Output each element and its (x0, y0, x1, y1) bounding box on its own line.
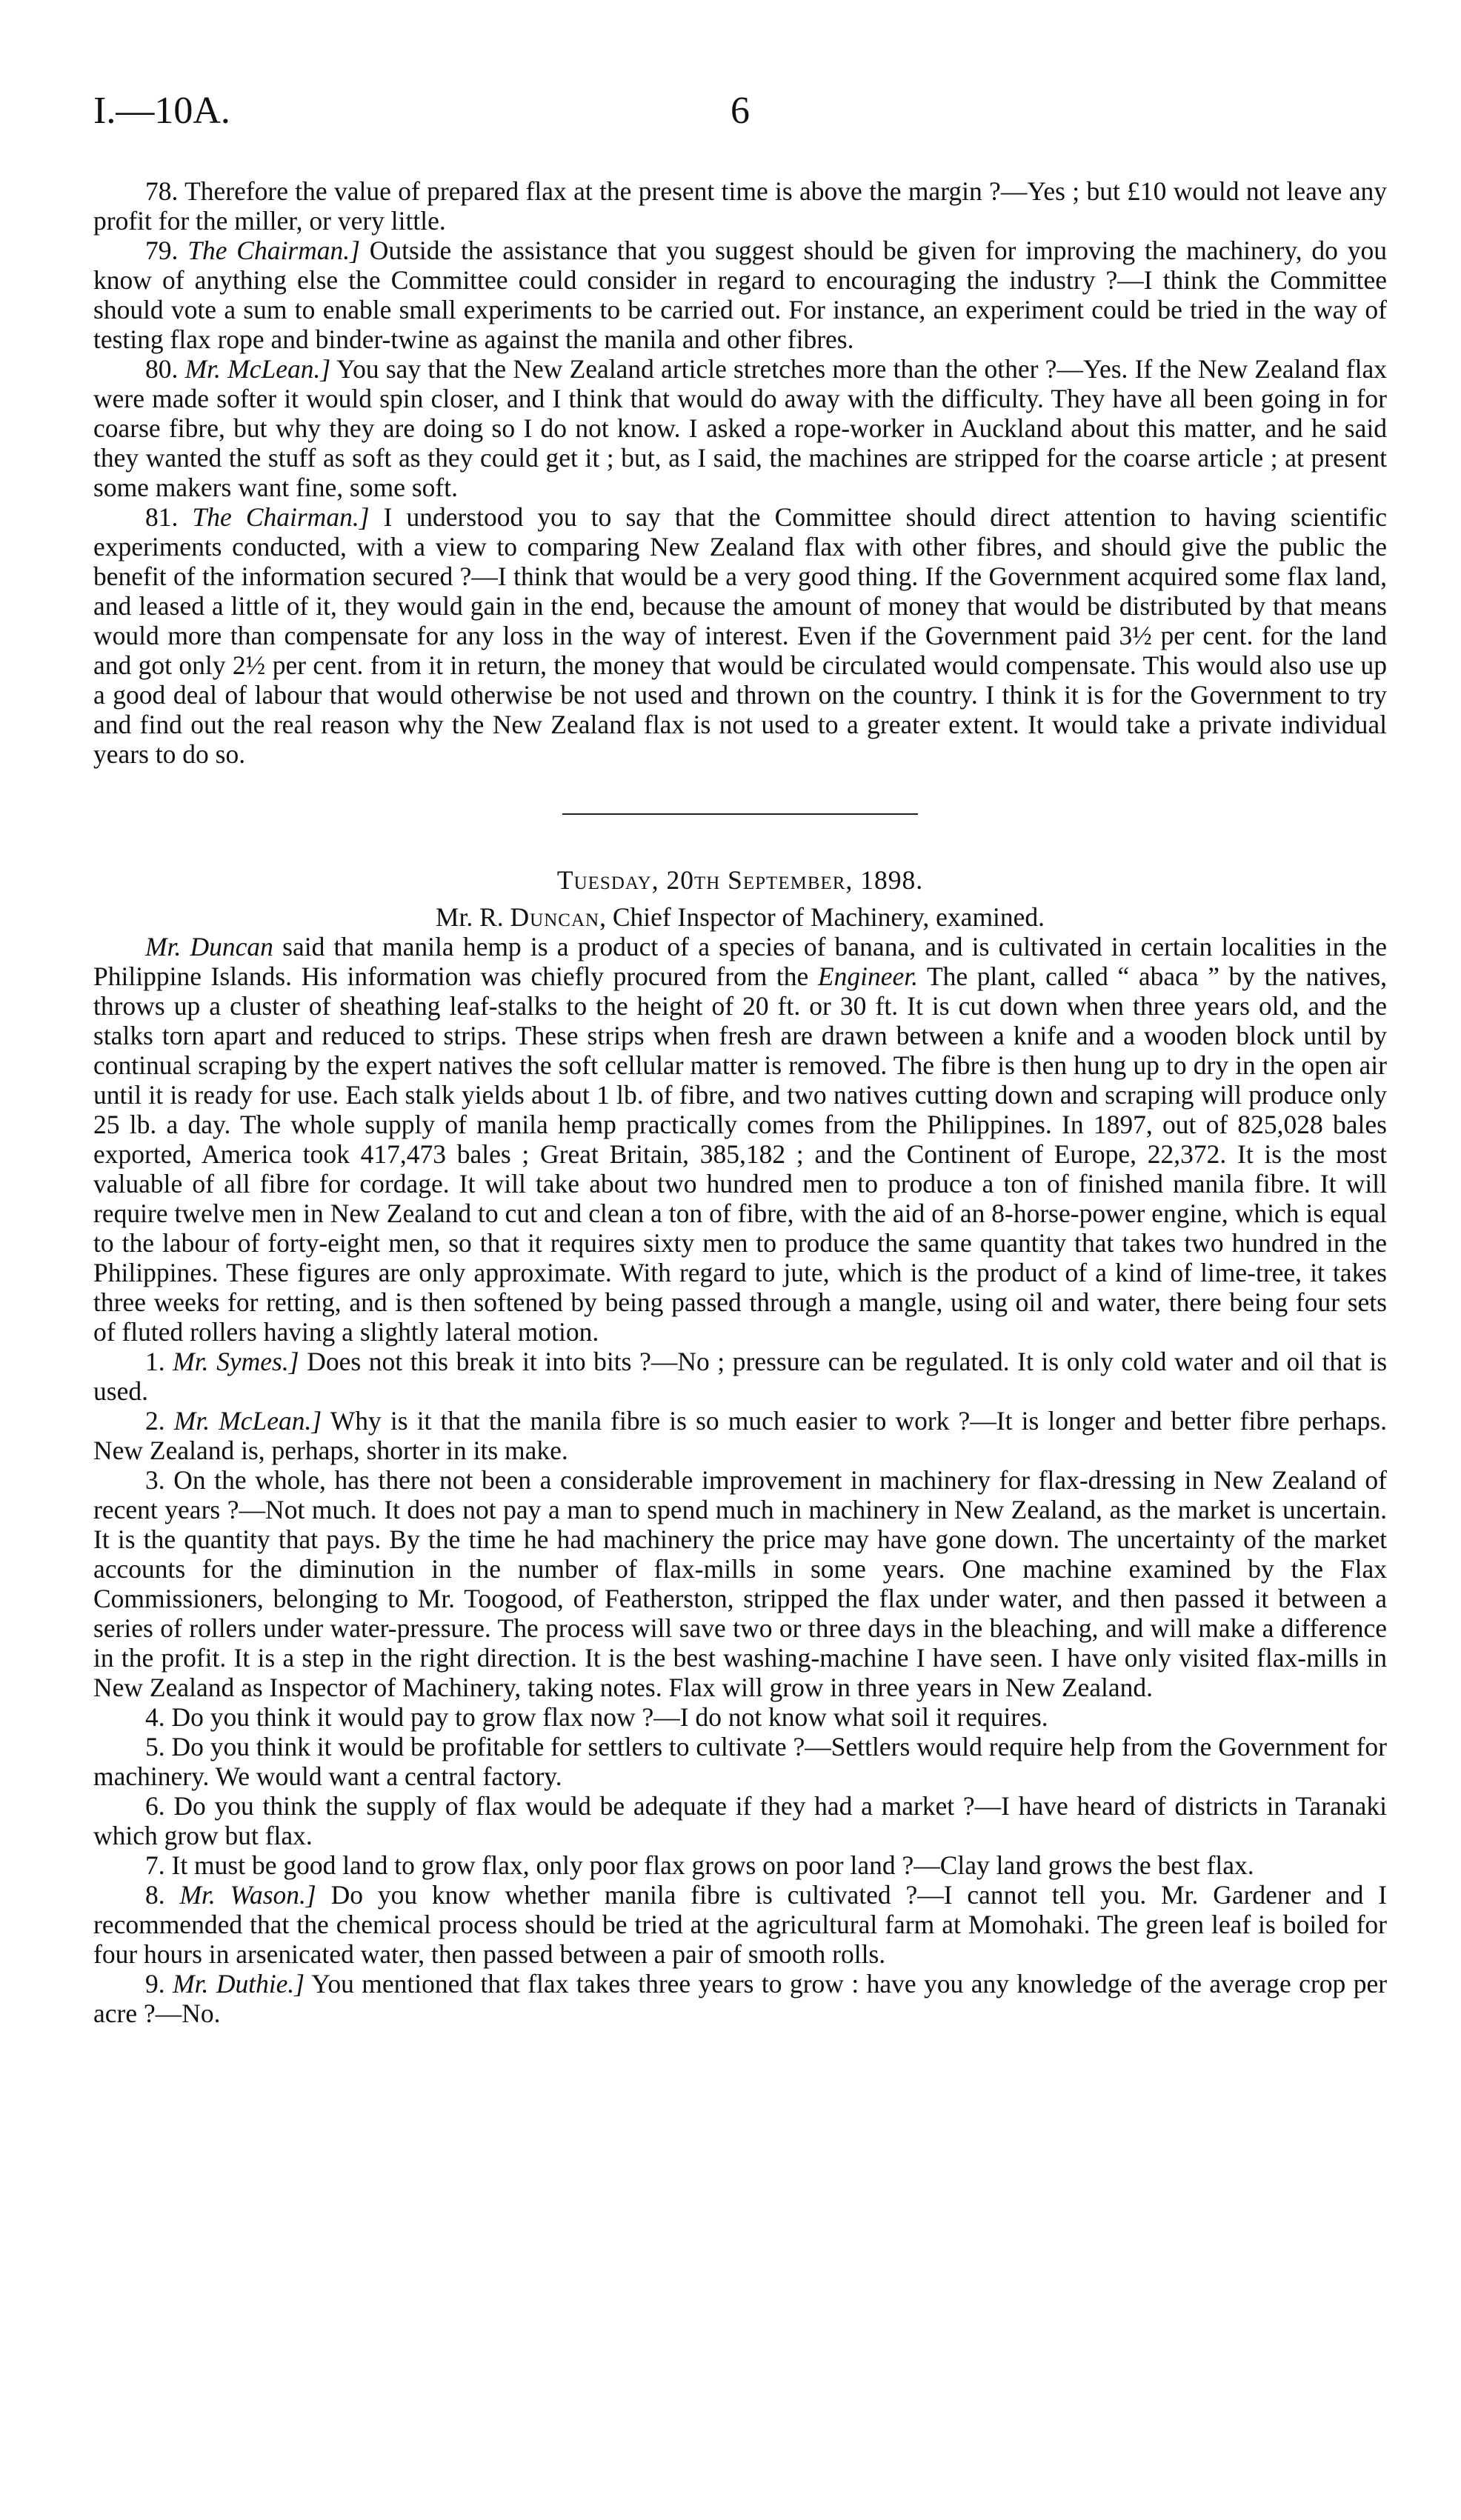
question-paragraph: 81. The Chairman.] I understood you to say that the Committee should direct attention to having scientific experiments conducted, with a view to comparing New Zealand flax with other fibres, and should give the public the benefit of the information secured ?—I think that would be a very good thing. If the Government acquired some flax land, and leased a little of it, they would gain in the end, because the amount of money that would be distributed by that means would more than compensate for any loss in the way of interest. Even if the Government paid 3½ per cent. for the land and got only 2½ per cent. from it in return, the money that would be circulated would compensate. This would also use up a good deal of labour that would otherwise be not used and thrown on the country. I think it is for the Government to try and find out the real reason why the New Zealand flax is not used to a greater extent. It would take a private individual years to do so. (93, 502, 1388, 769)
section-date: Tuesday, 20th September, 1898. (556, 865, 924, 895)
question-paragraph: 4. Do you think it would pay to grow flax now ?—I do not know what soil it requires. (145, 1702, 1048, 1732)
question-paragraph: 79. The Chairman.] Outside the assistance that you suggest should be given for improving the machinery, do you know of anything else the Committee could consider in regard to encouraging the industry ?—I think the Committee should vote a sum to enable small experiments to be carried out. For instance, an experiment could be tried in the way of testing flax rope and binder-twine as against the manila and other fibres. (93, 236, 1387, 354)
witness-heading: Mr. R. Duncan, Chief Inspector of Machinery, examined. (435, 902, 1045, 932)
question-paragraph: 80. Mr. McLean.] You say that the New Zealand article stretches more than the other ?—Yes. If the New Zealand flax were made softer it would spin closer, and I think that would do away with the difficulty. They have all been going in for coarse fibre, but why they are doing so I do not know. I asked a rope-worker in Auckland about this matter, and he said they wanted the stuff as soft as they could get it ; but, as I said, the machines are stripped for the coarse article ; at present some makers want fine, some soft. (93, 354, 1387, 502)
source-title: Engineer. (817, 961, 918, 991)
speaker: Mr. Duncan (145, 932, 273, 961)
evidence-block-2 (93, 1347, 1387, 2028)
question-paragraph: 3. On the whole, has there not been a considerable improvement in machinery for flax-dressing in New Zealand of recent years ?—Not much. It does not pay a man to spend much in machinery in New Zealand, as the market is uncertain. It is the quantity that pays. By the time he had machinery the price may have gone down. The uncertainty of the market accounts for the diminution in the number of flax-mills in some years. One machine examined by the Flax Commissioners, belonging to Mr. Toogood, of Featherston, stripped the flax under water, and then passed it between a series of rollers under water-pressure. The process will save two or three days in the bleaching, and will make a difference in the profit. It is a step in the right direction. It is the best washing-machine I have seen. I have only visited flax-mills in New Zealand as Inspector of Machinery, taking notes. Flax will grow in three years in New Zealand. (93, 1465, 1387, 1702)
body-text (93, 176, 1387, 2028)
witness-statement: Mr. Duncan said that manila hemp is a product of a species of banana, and is cultivated in certain localities in the Philippine Islands. His information was chiefly procured from the Engineer. The plant, called “ abaca ” by the natives, throws up a cluster of sheathing leaf-stalks to the height of 20 ft. or 30 ft. It is cut down when three years old, and the stalks torn apart and reduced to strips. These strips when fresh are drawn between a knife and a wooden block until by continual scraping by the expert natives the soft cellular matter is removed. The fibre is then hung up to dry in the open air until it is ready for use. Each stalk yields about 1 lb. of fibre, and two natives cutting down and scraping will produce only 25 lb. a day. The whole supply of manila hemp practically comes from the Philippines. In 1897, out of 825,028 bales exported, America took 417,473 bales ; Great Britain, 385,182 ; and the Continent of Europe, 22,372. It is the most valuable of all fibre for cordage. It will take about two hundred men to produce a ton of finished manila fibre. It will require twelve men in New Zealand to cut and clean a ton of fibre, with the aid of an 8-horse-power engine, which is equal to the labour of forty-eight men, so that it requires sixty men to produce the same quantity that takes two hundred in the Philippines. These figures are only approximate. With regard to jute, which is the product of a kind of lime-tree, it takes three weeks for retting, and is then softened by being passed through a mangle, using oil and water, there being four sets of fluted rollers having a slightly lateral motion. (93, 932, 1388, 1347)
question-paragraph: 1. Mr. Symes.] Does not this break it into bits ?—No ; pressure can be regulated. It is only cold water and oil that is used. (93, 1347, 1388, 1406)
question-paragraph: 2. Mr. McLean.] Why is it that the manila fibre is so much easier to work ?—It is longer and better fibre perhaps. New Zealand is, perhaps, shorter in its make. (93, 1406, 1387, 1465)
document-reference: I.—10A. (93, 90, 230, 132)
speaker: Mr. Duthie.] (173, 1969, 305, 1999)
speaker: Mr. McLean.] (173, 1406, 322, 1436)
question-paragraph: 8. Mr. Wason.] Do you know whether manila fibre is cultivated ?—I cannot tell you. Mr. Gardener and I recommended that the chemical process should be tried at the agricultural farm at Momohaki. The green leaf is boiled for four hours in arsenicated water, then passed between a pair of smooth rolls. (93, 1880, 1388, 1969)
question-paragraph: 6. Do you think the supply of flax would be adequate if they had a market ?—I have heard of districts in Taranaki which grow but flax. (93, 1791, 1388, 1850)
section-divider (562, 813, 918, 815)
speaker: Mr. McLean.] (184, 354, 331, 384)
evidence-block-1 (93, 176, 1387, 769)
question-paragraph: 78. Therefore the value of prepared flax at the present time is above the margin ?—Yes ; but £10 would not leave any profit for the miller, or very little. (93, 176, 1387, 236)
speaker: Mr. Symes.] (173, 1347, 299, 1376)
question-paragraph: 7. It must be good land to grow flax, only poor flax grows on poor land ?—Clay land grows the best flax. (145, 1850, 1254, 1880)
speaker: Mr. Wason.] (179, 1880, 316, 1910)
question-paragraph: 5. Do you think it would be profitable for settlers to cultivate ?—Settlers would require help from the Government for machinery. We would want a central factory. (93, 1732, 1388, 1791)
speaker: The Chairman.] (192, 502, 370, 532)
page-number: 6 (730, 90, 750, 132)
question-paragraph: 9. Mr. Duthie.] You mentioned that flax takes three years to grow : have you any knowledge of the average crop per acre ?—No. (93, 1969, 1388, 2028)
speaker: The Chairman.] (187, 236, 360, 265)
page-header (93, 89, 1387, 148)
